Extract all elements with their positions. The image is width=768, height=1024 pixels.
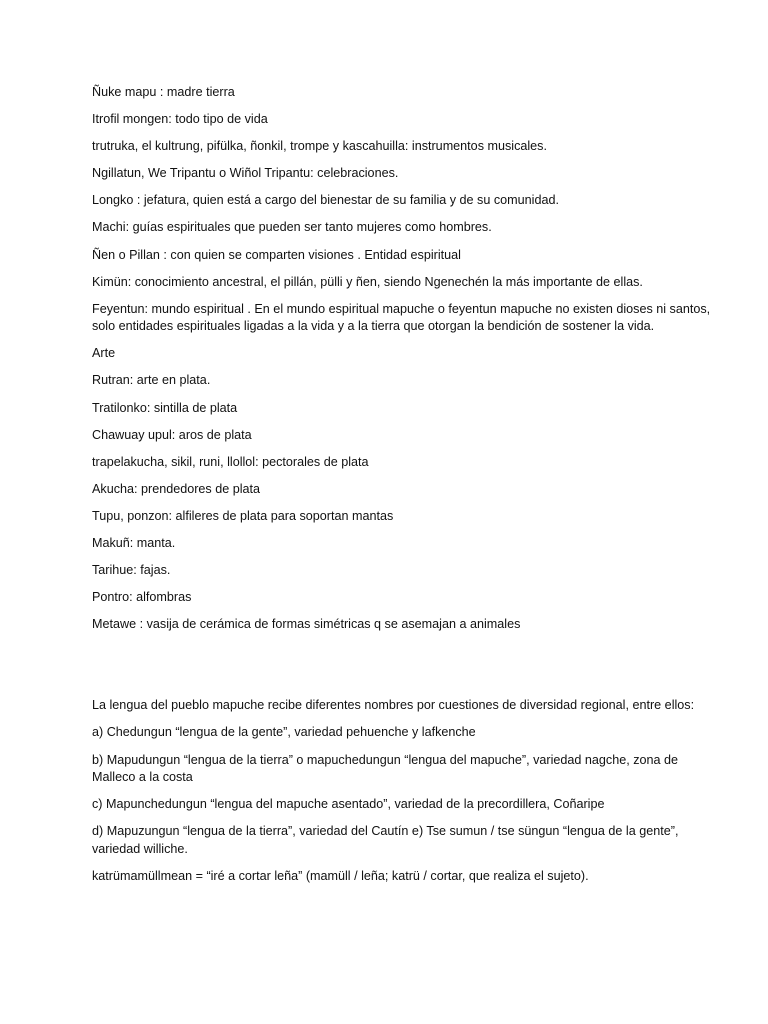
art-item-tupu: Tupu, ponzon: alfileres de plata para soportan mantas	[92, 508, 394, 523]
glossary-entry-instrumentos: trutruka, el kultrung, pifülka, ñonkil, trompe y kascahuilla: instrumentos musicales.	[92, 139, 547, 154]
section-spacer	[92, 643, 712, 697]
art-item-trapelakucha: trapelakucha, sikil, runi, llollol: pectorales de plata	[92, 454, 369, 469]
art-item-tarihue: Tarihue: fajas.	[92, 563, 171, 578]
art-item-makun: Makuñ: manta.	[92, 536, 176, 550]
glossary-entry-machi: Machi: guías espirituales que pueden ser tanto mujeres como hombres.	[92, 220, 492, 235]
art-item-rutran: Rutran: arte en plata.	[92, 373, 211, 388]
glossary-entry-longko: Longko : jefatura, quien está a cargo del bienestar de su familia y de su comunidad.	[92, 193, 559, 208]
language-item-c: c) Mapunchedungun “lengua del mapuche asentado”, variedad de la precordillera, Coñaripe	[92, 797, 605, 812]
glossary-entry-kimun: Kimün: conocimiento ancestral, el pillán, pülli y ñen, siendo Ngenechén la más importante de ellas.	[92, 274, 643, 289]
language-item-a: a) Chedungun “lengua de la gente”, variedad pehuenche y lafkenche	[92, 725, 476, 740]
language-item-b: b) Mapudungun “lengua de la tierra” o mapuchedungun “lengua del mapuche”, variedad nagche, zona de Malleco a la costa	[92, 752, 679, 785]
glossary-entry-itrofil-mongen: Itrofil mongen: todo tipo de vida	[92, 112, 268, 127]
glossary-entry-nuke-mapu: Ñuke mapu : madre tierra	[92, 85, 235, 99]
art-item-pontro: Pontro: alfombras	[92, 590, 192, 605]
language-example: katrümamüllmean = “iré a cortar leña” (mamüll / leña; katrü / cortar, que realiza el sujeto).	[92, 868, 589, 883]
glossary-entry-nen-pillan: Ñen o Pillan : con quien se comparten visiones . Entidad espiritual	[92, 247, 461, 262]
glossary-entry-celebraciones: Ngillatun, We Tripantu o Wiñol Tripantu: celebraciones.	[92, 166, 399, 181]
art-item-akucha: Akucha: prendedores de plata	[92, 481, 261, 496]
art-item-chawuay-upul: Chawuay upul: aros de plata	[92, 427, 252, 442]
art-item-metawe: Metawe : vasija de cerámica de formas simétricas q se asemajan a animales	[92, 617, 521, 632]
art-item-tratilonko: Tratilonko: sintilla de plata	[92, 400, 238, 415]
language-item-d: d) Mapuzungun “lengua de la tierra”, variedad del Cautín e) Tse sumun / tse süngun “lengua de la gente”, variedad williche.	[92, 824, 679, 856]
document-page	[92, 84, 712, 895]
section-heading-arte: Arte	[92, 346, 116, 361]
language-intro: La lengua del pueblo mapuche recibe diferentes nombres por cuestiones de diversidad regional, entre ellos:	[92, 698, 695, 713]
glossary-entry-feyentun: Feyentun: mundo espiritual . En el mundo espiritual mapuche o feyentun mapuche no existen dioses ni santos, solo entidades espirituales ligadas a la vida y a la tierra que otorgan la bendición de sostener la vida.	[92, 301, 711, 334]
